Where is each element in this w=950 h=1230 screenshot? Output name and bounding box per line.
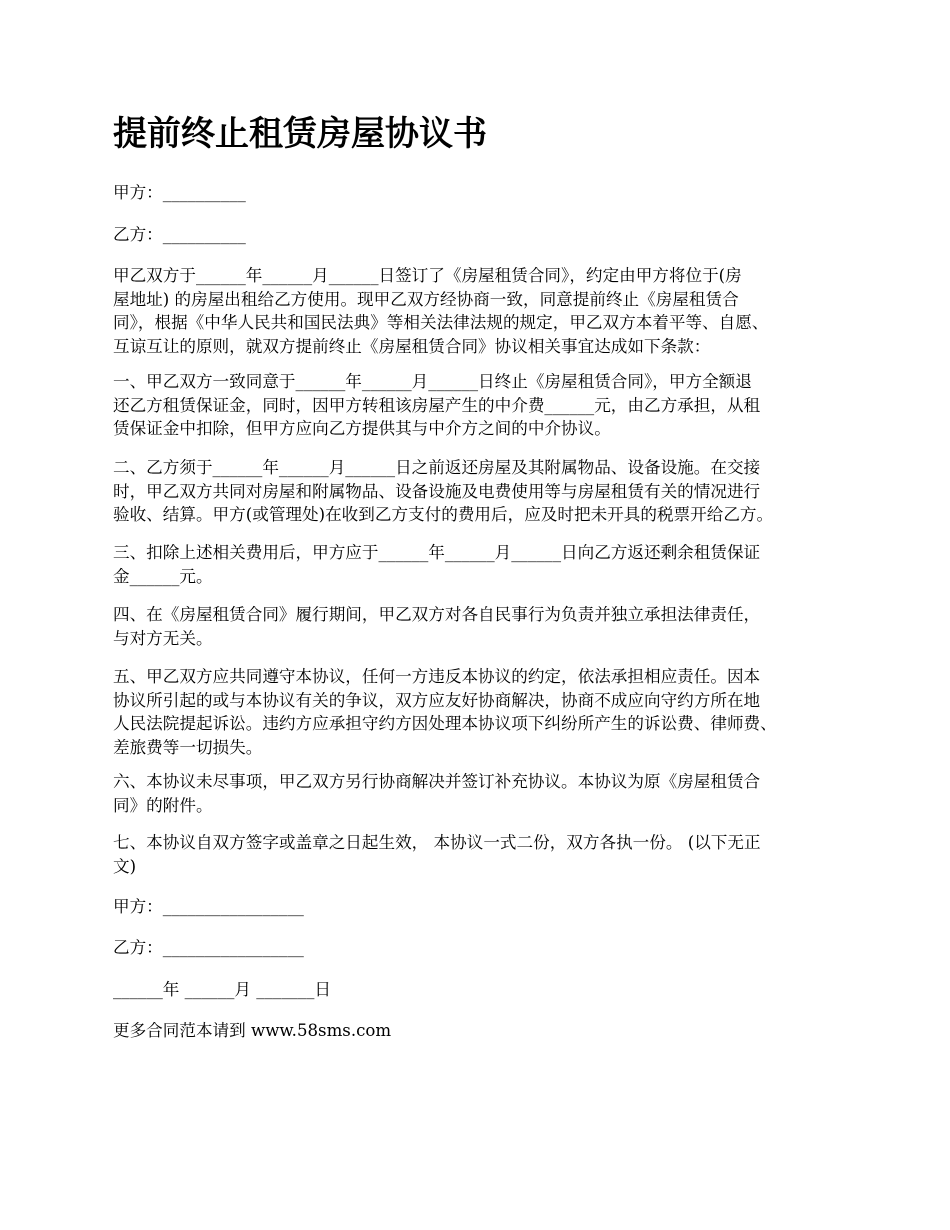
clause-2 <box>113 456 853 527</box>
clause-4 <box>113 603 853 650</box>
clause-line: 人民法院提起诉讼。违约方应承担守约方因处理本协议项下纠纷所产生的诉讼费、律师费、 <box>113 714 777 733</box>
intro-paragraph <box>113 264 853 358</box>
clause-line: 二、乙方须于______年______月______日之前返还房屋及其附属物品、设备设施。在交接 <box>113 458 761 477</box>
clause-line: 时，甲乙双方共同对房屋和附属物品、设备设施及电费使用等与房屋租赁有关的情况进行 <box>113 481 761 501</box>
clause-line: 七、本协议自双方签字或盖章之日起生效， 本协议一式二份，双方各执一份。 (以下无正 <box>113 833 761 852</box>
clause-3 <box>113 541 853 588</box>
clause-line: 金______元。 <box>113 566 213 586</box>
intro-line: 同》，根据《中华人民共和国民法典》等相关法律法规的规定，甲乙双方本着平等、自愿、 <box>113 313 769 332</box>
clause-7 <box>113 831 853 878</box>
clause-line: 与对方无关。 <box>113 628 213 648</box>
footer-link-text: 更多合同范本请到 www.58sms.com <box>113 1021 392 1040</box>
clause-6 <box>113 770 853 817</box>
party-a-line: 甲方：__________ <box>113 183 246 202</box>
signature-party-a: 甲方：_________________ <box>113 897 304 916</box>
clause-line: 三、扣除上述相关费用后，甲方应于______年______月______日向乙方返还剩余租赁保证 <box>113 543 761 562</box>
clause-line: 同》的附件。 <box>113 795 213 815</box>
clause-5 <box>113 665 853 759</box>
intro-line: 甲乙双方于______年______月______日签订了《房屋租赁合同》，约定由甲方将位于(房 <box>113 266 742 285</box>
clause-1 <box>113 370 853 441</box>
clause-line: 协议所引起的或与本协议有关的争议，双方应友好协商解决，协商不成应向守约方所在地 <box>113 690 761 710</box>
clause-line: 一、甲乙双方一致同意于______年______月______日终止《房屋租赁合同》，甲方全额退 <box>113 372 752 391</box>
signature-date: ______年 ______月 _______日 <box>113 980 331 999</box>
clause-line: 赁保证金中扣除，但甲方应向乙方提供其与中介方之间的中介协议。 <box>113 419 611 438</box>
clause-line: 还乙方租赁保证金，同时，因甲方转租该房屋产生的中介费______元，由乙方承担，从租 <box>113 395 761 415</box>
party-b-line: 乙方：__________ <box>113 225 246 244</box>
intro-line: 互谅互让的原则，就双方提前终止《房屋租赁合同》协议相关事宜达成如下条款： <box>113 336 711 356</box>
clause-line: 六、本协议未尽事项，甲乙双方另行协商解决并签订补充协议。本协议为原《房屋租赁合 <box>113 772 761 791</box>
clause-line: 四、在《房屋租赁合同》履行期间，甲乙双方对各自民事行为负责并独立承担法律责任， <box>113 605 761 624</box>
clause-line: 文) <box>113 856 137 876</box>
document-title: 提前终止租赁房屋协议书 <box>113 114 487 154</box>
intro-line: 屋地址) 的房屋出租给乙方使用。现甲乙双方经协商一致，同意提前终止《房屋租赁合 <box>113 289 739 309</box>
clause-line: 五、甲乙双方应共同遵守本协议，任何一方违反本协议的约定，依法承担相应责任。因本 <box>113 667 761 686</box>
clause-line: 验收、结算。甲方(或管理处)在收到乙方支付的费用后，应及时把未开具的税票开给乙方。 <box>113 505 774 524</box>
signature-party-b: 乙方：_________________ <box>113 938 304 957</box>
clause-line: 差旅费等一切损失。 <box>113 737 263 757</box>
